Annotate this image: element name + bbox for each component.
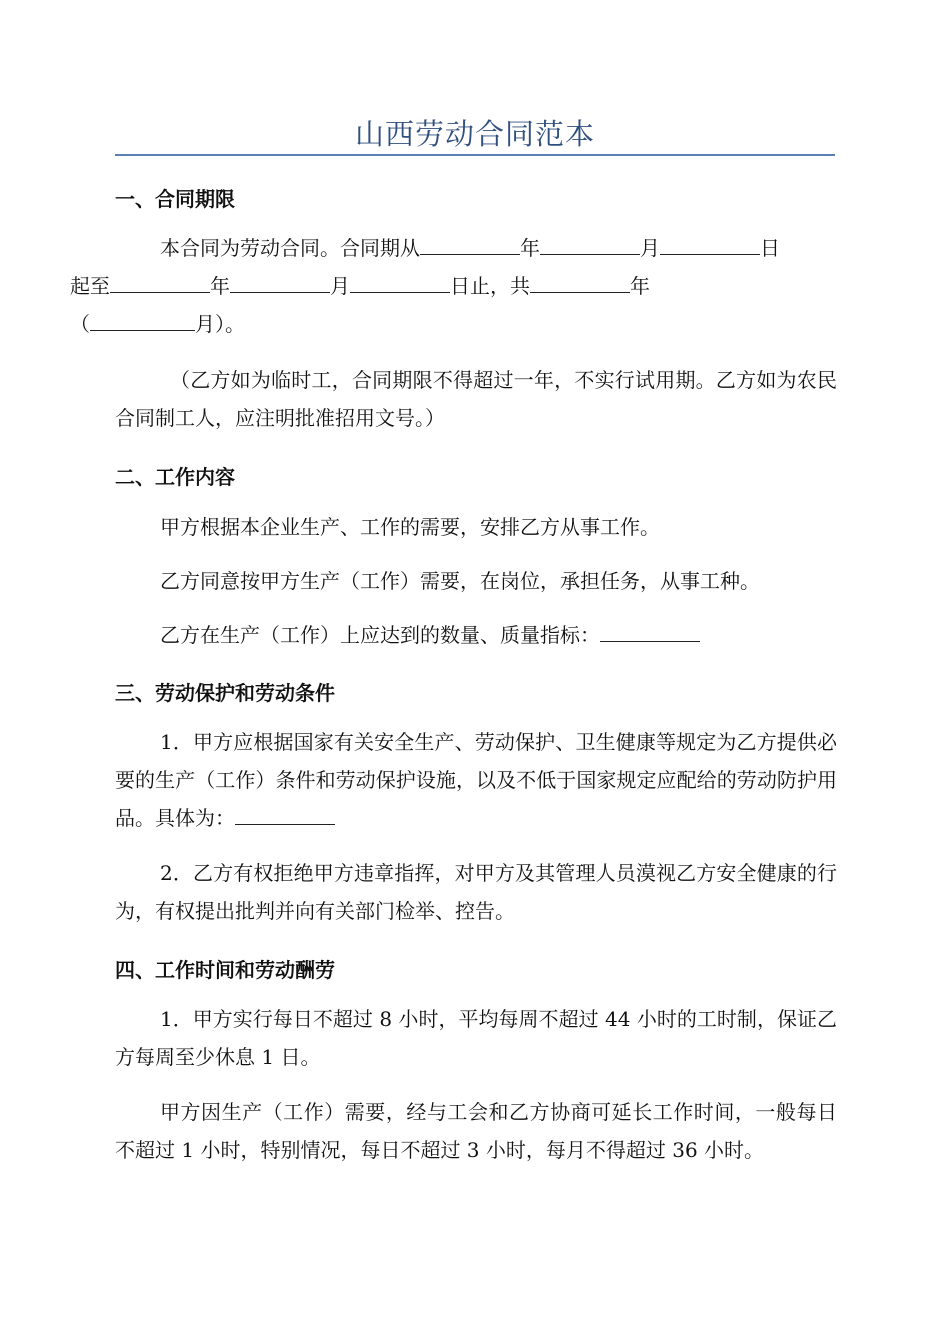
text-segment: 月）。 [195,312,245,336]
section-3-paragraph-1 [115,723,837,837]
blank-field [350,270,450,293]
section-heading-2: 二、工作内容 [115,465,235,489]
text-segment: 年 [630,274,650,298]
section-4-paragraph-1: 1．甲方实行每日不超过 8 小时，平均每周不超过 44 小时的工时制，保证乙方每周至少休息 1 日。 [115,1007,837,1069]
text-segment: 本合同为劳动合同。合同期从 [160,236,420,260]
blank-field [420,232,520,255]
title-underline [115,154,835,156]
blank-field [90,308,195,331]
text-segment: 年 [520,236,540,260]
section-heading-3: 三、劳动保护和劳动条件 [115,681,335,705]
document-title: 山西劳动合同范本 [354,117,595,151]
section-heading-4: 四、工作时间和劳动酬劳 [115,958,335,982]
section-1-paragraph-1 [70,229,837,343]
section-heading-1: 一、合同期限 [115,187,235,211]
blank-field [230,270,330,293]
section-4-paragraph-2: 甲方因生产（工作）需要，经与工会和乙方协商可延长工作时间，一般每日不超过 1 小时，特别情况，每日不超过 3 小时，每月不得超过 36 小时。 [115,1100,837,1162]
text-segment: 日 [760,236,780,260]
text-segment: 月 [330,274,350,298]
text-segment: 年 [210,274,230,298]
text-segment: 1．甲方应根据国家有关安全生产、劳动保护、卫生健康等规定为乙方提供必要的生产（工作）条件和劳动保护设施，以及不低于国家规定应配给的劳动防护用品。具体为： [115,730,837,830]
text-segment: （ [70,312,90,336]
text-segment: 日止，共 [450,274,530,298]
section-2-paragraph-1: 甲方根据本企业生产、工作的需要，安排乙方从事工作。 [160,515,660,539]
blank-field [235,802,335,825]
text-segment: 乙方在生产（工作）上应达到的数量、质量指标： [160,623,600,647]
blank-field [660,232,760,255]
section-3-paragraph-2: 2．乙方有权拒绝甲方违章指挥，对甲方及其管理人员漠视乙方安全健康的行为，有权提出批判并向有关部门检举、控告。 [115,861,837,923]
blank-field [110,270,210,293]
blank-field [540,232,640,255]
text-segment: 月 [640,236,660,260]
section-2-paragraph-3 [115,616,837,654]
section-2-paragraph-2: 乙方同意按甲方生产（工作）需要，在岗位，承担任务，从事工种。 [160,569,760,593]
text-segment: 起至 [70,274,110,298]
blank-field [530,270,630,293]
blank-field [600,619,700,642]
section-1-paragraph-2: （乙方如为临时工，合同期限不得超过一年，不实行试用期。乙方如为农民合同制工人，应注明批准招用文号。） [115,368,837,430]
